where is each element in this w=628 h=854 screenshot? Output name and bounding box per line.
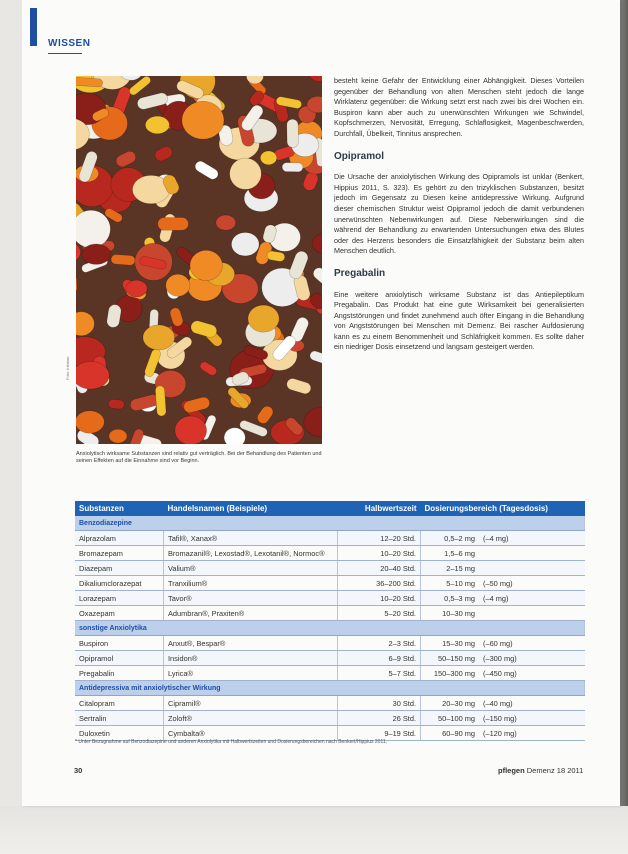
table-cell: Bromazanil®, Lexostad®, Lexotanil®, Normoc® (164, 546, 338, 561)
table-cell: (–4 mg) (479, 531, 585, 546)
pill-shape (166, 274, 190, 296)
table-cell: Cipramil® (164, 696, 338, 711)
table-cell: Tranxilium® (164, 576, 338, 591)
table-cell: Duloxetin (75, 726, 164, 741)
table-cell: 9–19 Std. (338, 726, 421, 741)
table-cell: Citalopram (75, 696, 164, 711)
table-group-row (75, 516, 585, 531)
pill-shape (76, 210, 110, 248)
table-cell: (–60 mg) (479, 636, 585, 651)
section-color-bar (30, 8, 37, 46)
article-column (334, 76, 584, 361)
pill-shape (224, 428, 245, 444)
table-cell: Tavor® (164, 591, 338, 606)
table-cell: Cymbalta® (164, 726, 338, 741)
table-cell: Zoloft® (164, 711, 338, 726)
table-cell: 10–20 Std. (338, 546, 421, 561)
table-row (75, 651, 585, 666)
table-cell (479, 606, 585, 621)
table-cell: 2–3 Std. (338, 636, 421, 651)
table-cell: (–450 mg) (479, 666, 585, 681)
pill-shape (155, 385, 166, 416)
table-cell: 50–150 mg (421, 651, 480, 666)
table-cell: Lorazepam (75, 591, 164, 606)
table-cell: (–40 mg) (479, 696, 585, 711)
table-cell: Dikaliumclorazepat (75, 576, 164, 591)
pill-shape (248, 305, 279, 332)
pill-shape (282, 162, 303, 171)
table-cell: 15–30 mg (421, 636, 480, 651)
pill-shape (82, 244, 111, 264)
table-cell: (–4 mg) (479, 591, 585, 606)
table-group-row (75, 681, 585, 696)
table-row (75, 561, 585, 576)
article-heading: Pregabalin (334, 267, 386, 279)
table-cell: Insidon® (164, 651, 338, 666)
page-number: 30 (74, 766, 83, 775)
table-row (75, 696, 585, 711)
table-group-label: sonstige Anxiolytika (75, 621, 585, 636)
table-cell: 12–20 Std. (338, 531, 421, 546)
section-underline (48, 53, 82, 54)
table-cell: 50–100 mg (421, 711, 480, 726)
article-paragraph: Die Ursache der anxiolytischen Wirkung des Opipramols ist unklar (Benkert, Hippius 2011, S. 323). Es gehört zu den trizyklischen Substanzen, besitzt jedoch im Gegensatz zu Diesen keine antidepressive Wirkung. Aufgrund dieser chemischen Struktur weist Opipramol jedoch die damit verbundenen unerwünschten Nebenwirkungen auf. Diese Nebenwirkungen sind die während der Behandlung zu erwartenden Untersuchungen etwa des Blutes oder des Herzens besonders die Einsatzfähigkeit der Substanz beim alten Menschen deutlich. (334, 172, 584, 256)
table-group-row (75, 621, 585, 636)
pills-illustration (76, 76, 322, 444)
pill-shape (76, 411, 104, 433)
table-row (75, 606, 585, 621)
table-cell: 30 Std. (338, 696, 421, 711)
pill-shape (108, 399, 125, 410)
table-footnote: * Unter Bezugnahme auf Benzodiazepine und anderen Anxiolytika mit Halbwertszeiten und Dosierungsbereichen nach Benkert/Hippius 2011. (75, 739, 388, 745)
scan-bottom-margin (0, 806, 628, 854)
table-row (75, 666, 585, 681)
table-cell: Alprazolam (75, 531, 164, 546)
pill-shape (143, 325, 175, 350)
table-row (75, 546, 585, 561)
table-cell: Valium® (164, 561, 338, 576)
table-cell: Opipramol (75, 651, 164, 666)
table-cell: Diazepam (75, 561, 164, 576)
table-cell: 20–40 Std. (338, 561, 421, 576)
table-cell: 5–7 Std. (338, 666, 421, 681)
article-paragraph: besteht keine Gefahr der Entwicklung einer Abhängigkeit. Dieses Vorteilen gegenüber der Behandlung von alten Menschen steht jedoch die lange Wirklatenz gegenüber: die Wirkung setzt erst nach zwei bis drei Wochen ein. Buspiron kann aber auch zu unerwünschten Wirkungen wie Schwindel, Kopfschmerzen, Nervosität, Erregung, Schlaflosigkeit, Magenbeschwerden, Durchfall, Übelkeit, Tinnitus ansprechen. (334, 76, 584, 138)
pill-shape (76, 361, 109, 389)
pills-photo (76, 76, 322, 444)
table-header-row (75, 501, 585, 516)
table-cell: (–50 mg) (479, 576, 585, 591)
table-cell: (–300 mg) (479, 651, 585, 666)
table-cell: Anxut®, Bespar® (164, 636, 338, 651)
article-heading: Opipramol (334, 150, 385, 162)
pill-shape (190, 250, 223, 280)
magazine-footer (498, 766, 583, 775)
pill-shape (175, 416, 207, 444)
table-cell: Tafil®, Xanax® (164, 531, 338, 546)
table-cell: 1,5–6 mg (421, 546, 480, 561)
pill-shape (287, 119, 299, 147)
table-cell: 20–30 mg (421, 696, 480, 711)
photo-credit: Foto: Infokau (65, 356, 70, 380)
table-cell: 6–9 Std. (338, 651, 421, 666)
table-cell: Bromazepam (75, 546, 164, 561)
table-row (75, 576, 585, 591)
pill-shape (216, 215, 236, 230)
table-cell: (–150 mg) (479, 711, 585, 726)
table-cell: 5–20 Std. (338, 606, 421, 621)
table-cell: 10–20 Std. (338, 591, 421, 606)
magazine-name: pflegen (498, 766, 525, 775)
col-header-brand: Handelsnamen (Beispiele) (164, 501, 338, 516)
pill-shape (182, 101, 224, 139)
table-row (75, 711, 585, 726)
pill-shape (109, 429, 127, 443)
col-header-substance: Substanzen (75, 501, 164, 516)
table-cell: 5–10 mg (421, 576, 480, 591)
col-header-halflife: Halbwertszeit (338, 501, 421, 516)
pill-shape (145, 116, 169, 134)
table-cell: 36–200 Std. (338, 576, 421, 591)
table-cell: Sertralin (75, 711, 164, 726)
table-cell: Buspiron (75, 636, 164, 651)
table-row (75, 591, 585, 606)
table-cell: (–120 mg) (479, 726, 585, 741)
pill-shape (231, 232, 259, 255)
article-paragraph: Eine weitere anxiolytisch wirksame Substanz ist das Antiepileptikum Pregabalin. Das Produkt hat eine gute Wirksamkeit bei generalisierten Angststörungen und findet zunehmend auch öfter Eingang in die Behandlung von Angststörungen bei Menschen mit Demenz. Bei rascher Aufdosierung kann es zu einem Benommenheit und Schläfrigkeit kommen. Es sollte daher ein niedriger Dosis einsetzend und langsam gesteigert werden. (334, 289, 584, 352)
pill-shape (260, 151, 276, 165)
pill-shape (230, 158, 262, 189)
photo-caption: Anxiolytisch wirksame Substanzen sind relativ gut verträglich. Bei der Behandlung des Patienten und seinen Effekten auf die Einnahme sind vor Beginn. (76, 451, 322, 464)
table-cell (479, 561, 585, 576)
table-group-label: Antidepressiva mit anxiolytischer Wirkung (75, 681, 585, 696)
table-cell: 60–90 mg (421, 726, 480, 741)
table-cell: 10–30 mg (421, 606, 480, 621)
magazine-issue: Demenz 18 2011 (526, 766, 584, 775)
table-row (75, 636, 585, 651)
pill-shape (126, 280, 147, 297)
table-cell: Pregabalin (75, 666, 164, 681)
table-cell: 26 Std. (338, 711, 421, 726)
anxiolytics-table (75, 501, 585, 741)
table-cell: Adumbran®, Praxiten® (164, 606, 338, 621)
table-row (75, 531, 585, 546)
pill-shape (158, 217, 189, 230)
table-body (75, 516, 585, 741)
col-header-dosage: Dosierungsbereich (Tagesdosis) (421, 501, 585, 516)
table-cell: 150–300 mg (421, 666, 480, 681)
table-cell: 2–15 mg (421, 561, 480, 576)
table-cell: 0,5–2 mg (421, 531, 480, 546)
table-cell: Lyrica® (164, 666, 338, 681)
table-cell: 0,5–3 mg (421, 591, 480, 606)
pill-shape (111, 254, 136, 265)
table-group-label: Benzodiazepine (75, 516, 585, 531)
section-label: WISSEN (48, 38, 91, 49)
table-cell (479, 546, 585, 561)
table-cell: Oxazepam (75, 606, 164, 621)
